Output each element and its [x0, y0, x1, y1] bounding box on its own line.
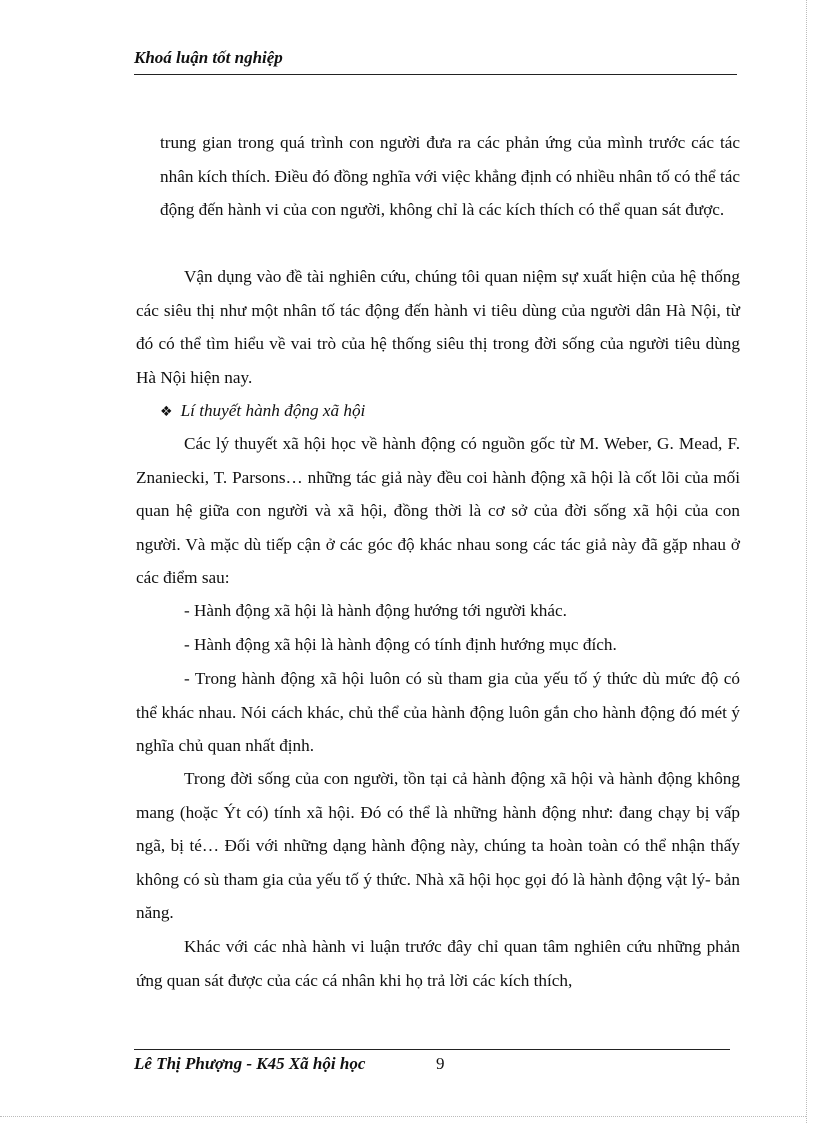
paragraph-5: Trong đời sống của con người, tồn tại cả hành động xã hội và hành động không mang (hoặc Ýt có) tính xã hội. Đó có thể là những hành động như: đang chạy bị vấp ngã, bị té… Đối với những dạng hành động này, chúng ta hoàn toàn có thể nhận thấy không có sù tham gia của yếu tố ý thức. Nhà xã hội học gọi đó là hành động vật lý- bản năng. — [136, 769, 740, 922]
paragraph-4: - Trong hành động xã hội luôn có sù tham gia của yếu tố ý thức dù mức độ có thể khác nhau. Nói cách khác, chủ thể của hành động luôn gắn cho hành động đó mét ý nghĩa chủ quan nhất định. — [136, 669, 740, 755]
diamond-bullet-icon: ❖ — [160, 404, 173, 420]
paragraph-1: trung gian trong quá trình con người đưa ra các phản ứng của mình trước các tác nhân kích thích. Điều đó đồng nghĩa với việc khẳng định có nhiều nhân tố có thể tác động đến hành vi của con người, không chỉ là các kích thích có thể quan sát được. — [160, 133, 740, 219]
page-frame-right — [806, 0, 807, 1123]
header-title: Khoá luận tốt nghiệp — [134, 48, 283, 67]
page-number: 9 — [436, 1054, 445, 1073]
footer-author: Lê Thị Phượng - K45 Xã hội học — [134, 1054, 366, 1073]
paragraph-3: Các lý thuyết xã hội học về hành động có nguồn gốc từ M. Weber, G. Mead, F. Znaniecki, T. Parsons… những tác giả này đều coi hành động xã hội là cốt lõi của mối quan hệ giữa con người và xã hội, đồng thời là cơ sở của đời sống xã hội của con người. Và mặc dù tiếp cận ở các góc độ khác nhau song các tác giả này đã gặp nhau ở các điểm sau: — [136, 434, 740, 587]
list-item: - Hành động xã hội là hành động có tính định hướng mục đích. — [184, 635, 617, 654]
page-frame-bottom — [0, 1116, 806, 1117]
header-divider — [134, 74, 737, 75]
section-heading — [160, 394, 365, 430]
list-item: - Hành động xã hội là hành động hướng tới người khác. — [184, 601, 567, 620]
paragraph-6: Khác với các nhà hành vi luận trước đây chỉ quan tâm nghiên cứu những phản ứng quan sát được của các cá nhân khi họ trả lời các kích thích, — [136, 937, 740, 990]
section-heading-text: Lí thuyết hành động xã hội — [180, 401, 366, 420]
footer-divider — [134, 1049, 730, 1050]
paragraph-2: Vận dụng vào đề tài nghiên cứu, chúng tôi quan niệm sự xuất hiện của hệ thống các siêu thị như một nhân tố tác động đến hành vi tiêu dùng của người dân Hà Nội, từ đó có thể tìm hiểu về vai trò của hệ thống siêu thị trong đời sống của người tiêu dùng Hà Nội hiện nay. — [136, 267, 740, 387]
